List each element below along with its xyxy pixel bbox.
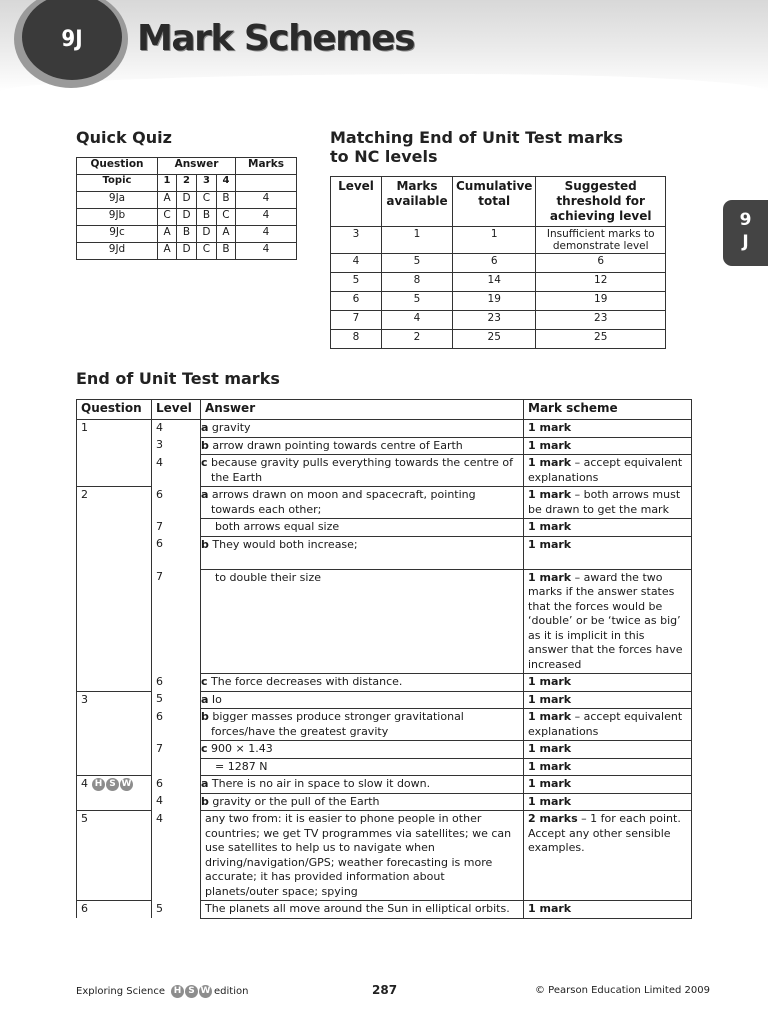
mt-body xyxy=(331,227,666,349)
mt-row xyxy=(331,273,666,292)
qq-answer: A xyxy=(216,226,235,243)
qq-answer: D xyxy=(196,226,216,243)
qq-sub-num: 4 xyxy=(216,175,235,192)
qq-body xyxy=(77,192,297,260)
eu-answer-text: The force decreases with distance. xyxy=(207,675,403,688)
qq-marks: 4 xyxy=(236,226,297,243)
footer-edition: edition xyxy=(214,986,249,997)
mt-marks: 5 xyxy=(382,254,453,273)
mt-cumulative: 6 xyxy=(453,254,536,273)
eu-answer-part: b xyxy=(201,438,209,452)
eu-level: 7 xyxy=(152,569,201,674)
eu-answer-text: both arrows equal size xyxy=(215,520,340,533)
qq-topic: 9Jd xyxy=(77,243,158,260)
mt-marks: 4 xyxy=(382,311,453,330)
eu-level xyxy=(152,758,201,776)
eu-row xyxy=(77,901,692,919)
eu-mark-value: 1 mark xyxy=(528,438,572,452)
mt-level: 4 xyxy=(331,254,382,273)
eu-mark-note: – accept equivalent explanations xyxy=(528,710,683,738)
eu-mark-scheme xyxy=(524,811,692,901)
eu-mark-scheme xyxy=(524,519,692,537)
qq-col-answer: Answer xyxy=(158,158,236,175)
page-title: Mark Schemes xyxy=(137,18,415,59)
footer-left xyxy=(76,985,248,998)
mt-threshold: Insufficient marks to demonstrate level xyxy=(536,227,666,254)
mt-row xyxy=(331,254,666,273)
hsw-icon xyxy=(171,985,212,998)
eu-level: 7 xyxy=(152,519,201,537)
qq-topic: 9Ja xyxy=(77,192,158,209)
eu-answer-part: c xyxy=(201,742,208,755)
eu-question xyxy=(77,569,152,674)
eu-row xyxy=(77,536,692,569)
eu-mark-value: 1 mark xyxy=(528,675,572,688)
eu-mark-value: 1 mark xyxy=(528,759,572,773)
eu-question xyxy=(77,709,152,741)
eu-mark-value: 1 mark xyxy=(528,794,572,808)
eu-row xyxy=(77,519,692,537)
eu-answer xyxy=(201,709,524,741)
eu-answer-text: arrow drawn pointing towards centre of Earth xyxy=(208,438,463,452)
eu-question-number: 3 xyxy=(81,692,88,706)
qq-row xyxy=(77,192,297,209)
page-number: 287 xyxy=(372,983,398,997)
eu-mark-scheme xyxy=(524,420,692,438)
eu-answer xyxy=(201,420,524,438)
eu-body xyxy=(77,420,692,919)
eu-mark-value: 1 mark xyxy=(528,692,572,706)
eu-mark-scheme xyxy=(524,758,692,776)
eu-answer-text: gravity or the pull of the Earth xyxy=(208,794,380,808)
side-tab-number: 9 xyxy=(739,210,752,230)
eu-mark-value: 1 mark xyxy=(528,456,572,469)
eu-answer xyxy=(201,691,524,709)
eu-mark-value: 1 mark xyxy=(528,520,572,533)
eu-level: 4 xyxy=(152,811,201,901)
eu-row xyxy=(77,455,692,487)
eu-mark-scheme xyxy=(524,776,692,794)
qq-answer: D xyxy=(177,243,197,260)
mt-level: 8 xyxy=(331,330,382,349)
hsw-w-icon: W xyxy=(121,778,132,789)
eu-level: 6 xyxy=(152,709,201,741)
eu-answer-text: Io xyxy=(208,692,222,706)
mt-level: 6 xyxy=(331,292,382,311)
eu-mark-scheme xyxy=(524,674,692,692)
eu-answer-part: a xyxy=(201,421,209,434)
eu-col-mark-scheme: Mark scheme xyxy=(524,400,692,420)
eu-question xyxy=(77,519,152,537)
eu-level: 6 xyxy=(152,536,201,569)
eu-level: 4 xyxy=(152,455,201,487)
eu-answer xyxy=(201,758,524,776)
qq-answer: C xyxy=(196,192,216,209)
mt-row xyxy=(331,292,666,311)
mt-marks: 1 xyxy=(382,227,453,254)
eu-row xyxy=(77,674,692,692)
eu-answer xyxy=(201,487,524,519)
qq-row xyxy=(77,209,297,226)
eu-mark-value: 2 marks xyxy=(528,812,578,825)
quick-quiz-table xyxy=(76,157,297,260)
eu-row xyxy=(77,758,692,776)
eu-question-number: 6 xyxy=(81,902,88,915)
eu-level: 4 xyxy=(152,420,201,438)
eu-mark-value: 1 mark xyxy=(528,742,572,755)
eu-question xyxy=(77,420,152,438)
mt-threshold: 19 xyxy=(536,292,666,311)
qq-answer: B xyxy=(216,243,235,260)
eu-question-number: 1 xyxy=(81,421,88,434)
eu-answer-part: a xyxy=(201,777,209,790)
eu-answer-text: 900 × 1.43 xyxy=(207,742,273,755)
eu-question xyxy=(77,691,152,709)
mt-cumulative: 25 xyxy=(453,330,536,349)
qq-answer: C xyxy=(158,209,177,226)
eu-answer xyxy=(201,793,524,811)
eu-question xyxy=(77,793,152,811)
eu-answer-text: because gravity pulls everything towards the centre of the Earth xyxy=(207,456,513,484)
qq-answer: A xyxy=(158,226,177,243)
eu-mark-scheme xyxy=(524,536,692,569)
eu-col-answer: Answer xyxy=(201,400,524,420)
mt-col-threshold: Suggested threshold for achieving level xyxy=(536,177,666,227)
eu-question xyxy=(77,741,152,759)
mt-col-level: Level xyxy=(331,177,382,227)
quick-quiz-heading: Quick Quiz xyxy=(76,128,172,147)
eu-answer-part: b xyxy=(201,710,209,723)
eu-answer-text: The planets all move around the Sun in elliptical orbits. xyxy=(205,902,510,915)
eu-answer xyxy=(201,437,524,455)
eu-row xyxy=(77,487,692,519)
mt-marks: 8 xyxy=(382,273,453,292)
matching-heading-line2: to NC levels xyxy=(330,147,438,166)
eu-question xyxy=(77,455,152,487)
hsw-h-icon: H xyxy=(92,778,105,791)
eu-level: 5 xyxy=(152,901,201,919)
end-of-unit-heading: End of Unit Test marks xyxy=(76,369,280,388)
qq-answer: D xyxy=(177,209,197,226)
eu-level: 6 xyxy=(152,487,201,519)
eu-row xyxy=(77,437,692,455)
mt-threshold: 23 xyxy=(536,311,666,330)
eu-question xyxy=(77,437,152,455)
eu-level: 6 xyxy=(152,776,201,794)
eu-row xyxy=(77,776,692,794)
eu-answer-part: b xyxy=(201,537,209,551)
eu-question xyxy=(77,901,152,919)
eu-mark-value: 1 mark xyxy=(528,777,572,790)
qq-col-question: Question xyxy=(77,158,158,175)
eu-answer-part: b xyxy=(201,794,209,808)
mt-marks: 5 xyxy=(382,292,453,311)
eu-mark-scheme xyxy=(524,569,692,674)
eu-col-question: Question xyxy=(77,400,152,420)
eu-answer-text: arrows drawn on moon and spacecraft, pointing towards each other; xyxy=(208,488,476,516)
eu-question xyxy=(77,674,152,692)
qq-answer: D xyxy=(177,192,197,209)
qq-marks: 4 xyxy=(236,192,297,209)
qq-answer: B xyxy=(177,226,197,243)
eu-mark-note: – award the two marks if the answer states that the forces would be ‘double’ or be ‘twice as big’ as it is implicit in this answer that the forces have increased xyxy=(528,570,683,671)
qq-topic: 9Jc xyxy=(77,226,158,243)
eu-question xyxy=(77,811,152,901)
eu-row xyxy=(77,793,692,811)
qq-sub-num: 2 xyxy=(177,175,197,192)
mt-row xyxy=(331,330,666,349)
eu-mark-scheme xyxy=(524,437,692,455)
qq-sub-empty xyxy=(236,175,297,192)
qq-answer: B xyxy=(216,192,235,209)
matching-heading-line1: Matching End of Unit Test marks xyxy=(330,128,623,147)
mt-threshold: 12 xyxy=(536,273,666,292)
eu-mark-scheme xyxy=(524,455,692,487)
matching-table xyxy=(330,176,666,349)
eu-mark-value: 1 mark xyxy=(528,421,572,434)
mt-threshold: 6 xyxy=(536,254,666,273)
eu-answer xyxy=(201,569,524,674)
eu-answer xyxy=(201,811,524,901)
qq-marks: 4 xyxy=(236,243,297,260)
eu-answer-text: There is no air in space to slow it down. xyxy=(208,777,431,790)
matching-heading xyxy=(330,128,623,166)
hsw-s-icon: S xyxy=(106,778,119,791)
mt-level: 7 xyxy=(331,311,382,330)
eu-mark-note: – accept equivalent explanations xyxy=(528,456,683,484)
qq-topic: 9Jb xyxy=(77,209,158,226)
eu-question xyxy=(77,487,152,519)
eu-answer-text: They would both increase; xyxy=(208,537,358,551)
hsw-w-icon: W xyxy=(200,986,211,996)
eu-mark-value: 1 mark xyxy=(528,902,572,915)
eu-mark-scheme xyxy=(524,741,692,759)
mt-col-cumulative: Cumulative total xyxy=(453,177,536,227)
mt-threshold: 25 xyxy=(536,330,666,349)
qq-sub-num: 3 xyxy=(196,175,216,192)
eu-mark-note: – both arrows must be drawn to get the mark xyxy=(528,488,681,516)
eu-row xyxy=(77,741,692,759)
qq-sub-num: 1 xyxy=(158,175,177,192)
eu-answer xyxy=(201,776,524,794)
eu-answer xyxy=(201,536,524,569)
qq-answer: C xyxy=(196,243,216,260)
eu-mark-scheme xyxy=(524,487,692,519)
eu-answer-text: bigger masses produce stronger gravitational forces/have the greatest gravity xyxy=(208,710,464,738)
eu-answer-part: a xyxy=(201,488,209,501)
qq-row xyxy=(77,226,297,243)
side-unit-tab xyxy=(723,200,768,266)
eu-question-number: 2 xyxy=(81,488,88,501)
eu-level: 6 xyxy=(152,674,201,692)
eu-row xyxy=(77,569,692,674)
eu-answer-part: c xyxy=(201,675,208,688)
eu-answer xyxy=(201,455,524,487)
eu-level: 4 xyxy=(152,793,201,811)
eu-answer-text: gravity xyxy=(208,421,251,434)
qq-col-marks: Marks xyxy=(236,158,297,175)
mt-level: 5 xyxy=(331,273,382,292)
eu-question-number: 4 xyxy=(81,777,88,790)
eu-answer-part: c xyxy=(201,456,208,469)
eu-mark-value: 1 mark xyxy=(528,570,572,584)
eu-mark-scheme xyxy=(524,793,692,811)
eu-answer-text: any two from: it is easier to phone people in other countries; we get TV programmes via satellites; we can use satellites to help us to navigate when driving/navigation/GPS; weather forecasting is more accurate; it has provided information about planets/outer space; spying xyxy=(205,812,512,898)
eu-mark-value: 1 mark xyxy=(528,537,572,551)
eu-row xyxy=(77,691,692,709)
eu-answer xyxy=(201,519,524,537)
hsw-h-icon: H xyxy=(171,985,184,998)
eu-row xyxy=(77,420,692,438)
mt-marks: 2 xyxy=(382,330,453,349)
eu-row xyxy=(77,709,692,741)
unit-badge: 9J xyxy=(22,0,122,80)
eu-mark-scheme xyxy=(524,709,692,741)
footer-publication: Exploring Science xyxy=(76,986,165,997)
eu-level: 7 xyxy=(152,741,201,759)
eu-row xyxy=(77,811,692,901)
eu-level: 3 xyxy=(152,437,201,455)
side-tab-letter: J xyxy=(742,232,749,252)
eu-answer xyxy=(201,674,524,692)
eu-mark-value: 1 mark xyxy=(528,710,572,723)
qq-marks: 4 xyxy=(236,209,297,226)
eu-answer-text: = 1287 N xyxy=(215,759,268,773)
eu-answer-part: a xyxy=(201,692,209,706)
eu-answer xyxy=(201,741,524,759)
mt-level: 3 xyxy=(331,227,382,254)
hsw-icon xyxy=(92,778,133,791)
mt-col-marks: Marks available xyxy=(382,177,453,227)
eu-mark-scheme xyxy=(524,691,692,709)
mt-row xyxy=(331,227,666,254)
mt-cumulative: 23 xyxy=(453,311,536,330)
eu-question xyxy=(77,536,152,569)
end-of-unit-table xyxy=(76,399,692,919)
qq-row xyxy=(77,243,297,260)
eu-level: 5 xyxy=(152,691,201,709)
eu-answer xyxy=(201,901,524,919)
qq-answer: A xyxy=(158,192,177,209)
mt-row xyxy=(331,311,666,330)
eu-question xyxy=(77,776,152,794)
eu-mark-scheme xyxy=(524,901,692,919)
eu-question xyxy=(77,758,152,776)
eu-mark-note: – 1 for each point. Accept any other sensible examples. xyxy=(528,812,681,854)
qq-answer: B xyxy=(196,209,216,226)
eu-question-number: 5 xyxy=(81,812,88,825)
mt-cumulative: 19 xyxy=(453,292,536,311)
mt-cumulative: 1 xyxy=(453,227,536,254)
qq-sub-topic: Topic xyxy=(77,175,158,192)
eu-mark-value: 1 mark xyxy=(528,488,572,501)
qq-answer: A xyxy=(158,243,177,260)
qq-answer: C xyxy=(216,209,235,226)
eu-col-level: Level xyxy=(152,400,201,420)
eu-answer-text: to double their size xyxy=(215,570,321,584)
copyright: © Pearson Education Limited 2009 xyxy=(535,985,710,996)
hsw-s-icon: S xyxy=(185,985,198,998)
mt-cumulative: 14 xyxy=(453,273,536,292)
